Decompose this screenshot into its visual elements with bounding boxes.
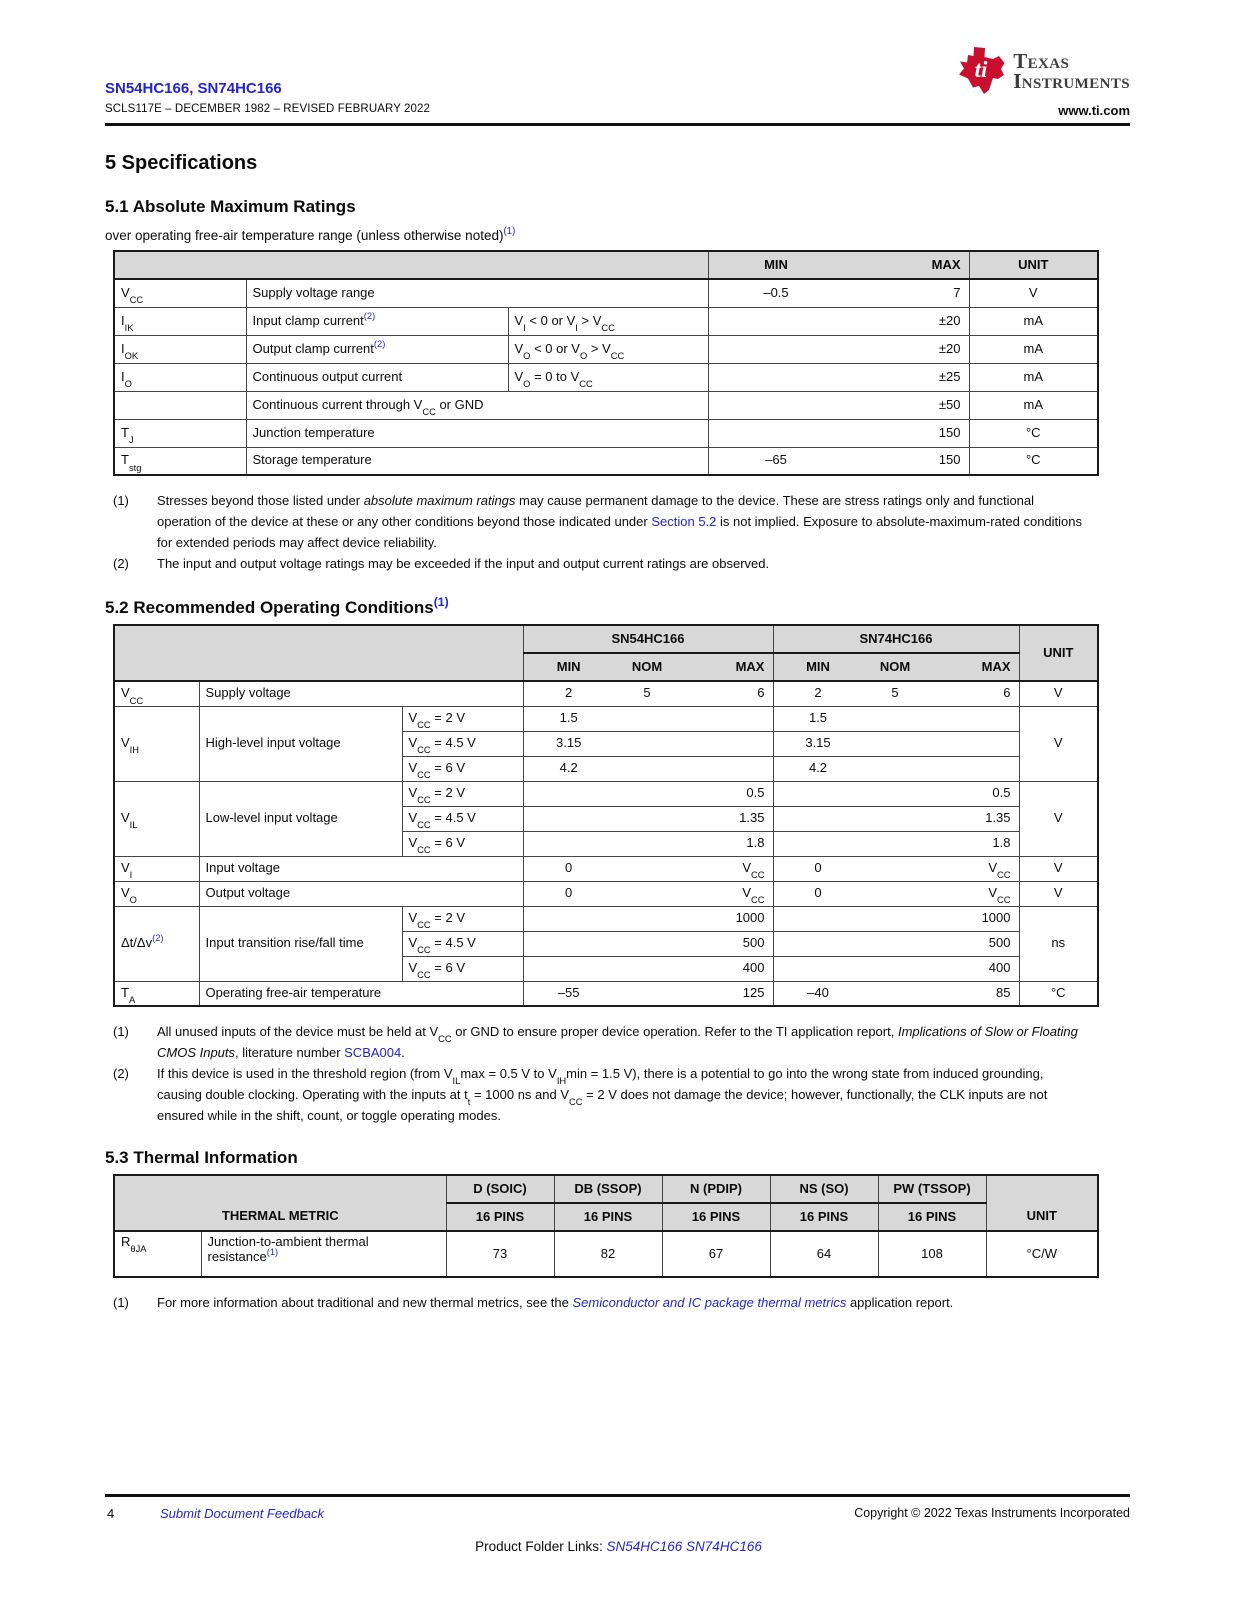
unit-column-header: UNIT (986, 1175, 1098, 1231)
minmax-cell (708, 419, 969, 447)
footnotes-5-2 (113, 1021, 1091, 1126)
package-header-d-soic: D (SOIC) (446, 1175, 554, 1203)
values-cell-sn54 (523, 731, 773, 756)
values-cell-sn74 (773, 956, 1019, 981)
values-cell-sn74 (773, 731, 1019, 756)
footnote-number: (2) (113, 1066, 129, 1081)
condition-cell: $V_{CC} = 4.5$ V (402, 731, 523, 756)
product-folder-links (0, 1539, 1237, 1554)
inline-link[interactable]: SCBA004 (344, 1045, 402, 1060)
unit-cell: °C (969, 447, 1098, 475)
page-number: 4 (107, 1506, 115, 1521)
values-cell-sn54 (523, 756, 773, 781)
parameter-cell: Operating free-air temperature (199, 981, 523, 1006)
table-header-row (114, 1175, 1098, 1203)
parameter-cell: Junction temperature (246, 419, 708, 447)
values-cell-sn74 (773, 856, 1019, 881)
parameter-cell: Input clamp current$^{(2)}$ (246, 307, 508, 335)
min-value: –40 (807, 984, 829, 1000)
unit-cell: mA (969, 307, 1098, 335)
values-cell-sn74 (773, 706, 1019, 731)
max-value: 1.35 (985, 810, 1011, 826)
values-cell-sn54 (523, 831, 773, 856)
condition-cell: $V_{CC} = 6$ V (402, 956, 523, 981)
table-row (114, 391, 1098, 419)
footnote-ref[interactable]: (2) (373, 338, 386, 349)
minmax-header-cell (708, 251, 969, 279)
max-value: ±20 (938, 312, 961, 328)
min-column-header: MIN (806, 658, 830, 674)
table-row (114, 419, 1098, 447)
nom-value: 5 (891, 685, 899, 701)
nom-value: 5 (643, 685, 651, 701)
footnote-number: (1) (113, 493, 129, 508)
footnote-text: If this device is used in the threshold region (from $V_{IL}\max = 0.5$ V to $V_{IH}\min = 1.5$ V), there is a potential to go into the wrong state from induced grounding, causing double clocking. Operating with the inputs at $t_t = 1000$ ns and $V_{CC} = 2$ V does not damage the device; however, functionally, the CLK inputs are not ensured while in the shift, count, or toggle operating modes. (157, 1066, 1048, 1123)
footnote (113, 1063, 1091, 1126)
thermal-information-table (113, 1174, 1099, 1278)
parameter-cell: Low-level input voltage (199, 781, 402, 856)
device-group-header-sn74: SN74HC166 (773, 625, 1019, 653)
table-row (114, 335, 1098, 363)
document-subtitle: SCLS117E – DECEMBER 1982 – REVISED FEBRUARY 2022 (105, 103, 431, 115)
symbol-cell: $T_{stg}$ (114, 447, 246, 475)
package-header-ns-so: NS (SO) (770, 1175, 878, 1203)
pins-header: 16 PINS (554, 1203, 662, 1231)
svg-text:ti: ti (974, 57, 988, 82)
texas-shape-icon (956, 46, 1006, 94)
minnommax-header (523, 653, 773, 681)
values-cell-sn54 (523, 906, 773, 931)
unit-cell: mA (969, 335, 1098, 363)
values-cell-sn74 (773, 681, 1019, 706)
section-5-1-intro: over operating free-air temperature range (unless otherwise noted)$^{(1)}$ (105, 226, 516, 243)
nom-column-header: NOM (631, 658, 663, 674)
symbol-cell: $V_I$ (114, 856, 199, 881)
table-row (114, 1231, 1098, 1277)
unit-cell: ns (1019, 906, 1098, 981)
unit-cell: °C (969, 419, 1098, 447)
max-value: $V_{CC}$ (742, 860, 765, 881)
symbol-cell: $T_A$ (114, 981, 199, 1006)
header-rule (105, 123, 1130, 126)
condition-cell: $V_{CC} = 4.5$ V (402, 806, 523, 831)
footnote-ref[interactable]: (1) (433, 594, 449, 609)
values-cell-sn54 (523, 781, 773, 806)
page-header (0, 0, 1237, 130)
values-cell-sn74 (773, 931, 1019, 956)
max-column-header: MAX (931, 256, 961, 272)
condition-cell: $V_{CC} = 6$ V (402, 831, 523, 856)
unit-column-header: UNIT (1019, 625, 1098, 681)
table-row (114, 706, 1098, 731)
max-value: 6 (757, 685, 765, 701)
min-value: 0 (565, 885, 573, 901)
unit-cell: °C/W (986, 1231, 1098, 1277)
parameter-cell: Continuous current through $V_{CC}$ or GND (246, 391, 708, 419)
unit-cell: mA (969, 363, 1098, 391)
table-row (114, 307, 1098, 335)
section-5-3-title: 5.3 Thermal Information (105, 1148, 298, 1167)
parameter-cell: Junction-to-ambient thermal resistance$^{(1)}$ (201, 1231, 446, 1277)
min-value: 4.2 (808, 760, 828, 776)
min-value: 4.2 (559, 760, 578, 776)
document-title: SN54HC166, SN74HC166 (105, 80, 282, 97)
empty-header-cell (114, 251, 708, 279)
nom-column-header: NOM (879, 658, 911, 674)
symbol-cell: $V_{IH}$ (114, 706, 199, 781)
max-value: 1.8 (992, 835, 1011, 851)
max-value: ±20 (938, 340, 961, 356)
min-value: 2 (814, 685, 822, 701)
parameter-cell: Input transition rise/fall time (199, 906, 402, 981)
footnote-text: All unused inputs of the device must be held at $V_{CC}$ or GND to ensure proper device operation. Refer to the TI application report, Implications of Slow or Floating CMOS Inputs, literature number SCBA004. (157, 1024, 1078, 1060)
unit-cell: V (1019, 856, 1098, 881)
package-header-pw-tssop: PW (TSSOP) (878, 1175, 986, 1203)
condition-cell: $V_{CC} = 2$ V (402, 781, 523, 806)
inline-link[interactable]: Semiconductor and IC package thermal metrics (572, 1295, 847, 1310)
condition-cell: $V_{CC} = 2$ V (402, 706, 523, 731)
recommended-operating-conditions-table (113, 624, 1099, 1007)
condition-cell: $V_{CC} = 2$ V (402, 906, 523, 931)
values-cell-sn54 (523, 981, 773, 1006)
max-value: ±50 (938, 396, 961, 412)
symbol-cell: $V_{CC}$ (114, 279, 246, 307)
table-header-row (114, 251, 1098, 279)
min-value: –0.5 (763, 284, 789, 300)
condition-cell: $V_{CC} = 6$ V (402, 756, 523, 781)
footnotes-5-3 (113, 1292, 1091, 1313)
max-value: $V_{CC}$ (742, 885, 765, 906)
max-value: $V_{CC}$ (988, 885, 1011, 906)
symbol-cell: $V_{CC}$ (114, 681, 199, 706)
inline-link[interactable]: Section 5.2 (651, 514, 717, 529)
pins-header: 16 PINS (770, 1203, 878, 1231)
product-link-sn74hc166[interactable]: SN74HC166 (686, 1539, 762, 1554)
max-value: 1000 (735, 910, 765, 926)
page-footer (0, 1494, 1237, 1554)
footnote (113, 553, 1091, 574)
unit-cell: V (1019, 881, 1098, 906)
table-row (114, 881, 1098, 906)
max-column-header: MAX (735, 658, 765, 674)
table-row (114, 681, 1098, 706)
max-value: 0.5 (992, 785, 1011, 801)
footnote (113, 1292, 1091, 1313)
table-row (114, 447, 1098, 475)
min-value: 0 (565, 860, 573, 876)
condition-cell: $V_O < 0$ or $V_O > V_{CC}$ (508, 335, 708, 363)
parameter-cell: Input voltage (199, 856, 523, 881)
max-value: 150 (938, 452, 961, 468)
values-cell-sn54 (523, 706, 773, 731)
max-value: 1.8 (746, 835, 765, 851)
parameter-cell: Output clamp current$^{(2)}$ (246, 335, 508, 363)
table-row (114, 856, 1098, 881)
min-value: 3.15 (805, 735, 831, 751)
min-value: 0 (814, 885, 822, 901)
value-cell: 73 (446, 1231, 554, 1277)
footnote-ref[interactable]: (1) (266, 1246, 279, 1257)
condition-cell: $V_{CC} = 4.5$ V (402, 931, 523, 956)
unit-cell: V (1019, 706, 1098, 781)
min-value: 2 (565, 685, 573, 701)
values-cell-sn74 (773, 781, 1019, 806)
values-cell-sn74 (773, 831, 1019, 856)
footer-rule (105, 1494, 1130, 1497)
table-row (114, 363, 1098, 391)
min-value: –65 (765, 452, 787, 468)
symbol-cell (114, 391, 246, 419)
footnote-number: (1) (113, 1024, 129, 1039)
min-value: 3.15 (556, 735, 582, 751)
parameter-cell: Output voltage (199, 881, 523, 906)
max-value: 500 (988, 935, 1011, 951)
unit-cell: mA (969, 391, 1098, 419)
max-value: 0.5 (746, 785, 765, 801)
empty-header-cell (114, 625, 523, 681)
ti-website-link[interactable]: www.ti.com (1058, 103, 1130, 118)
values-cell-sn74 (773, 981, 1019, 1006)
value-cell: 67 (662, 1231, 770, 1277)
max-column-header: MAX (981, 658, 1011, 674)
parameter-cell: Supply voltage range (246, 279, 708, 307)
parameter-cell: Continuous output current (246, 363, 508, 391)
values-cell-sn54 (523, 881, 773, 906)
values-cell-sn54 (523, 931, 773, 956)
absolute-maximum-ratings-table (113, 250, 1099, 476)
value-cell: 82 (554, 1231, 662, 1277)
table-header-row (114, 625, 1098, 653)
max-value: 85 (996, 984, 1011, 1000)
symbol-cell: $V_O$ (114, 881, 199, 906)
section-5-1-title: 5.1 Absolute Maximum Ratings (105, 197, 356, 216)
logo-line2: Instruments (1013, 68, 1130, 93)
max-value: $V_{CC}$ (988, 860, 1011, 881)
unit-cell: V (1019, 681, 1098, 706)
product-folder-label: Product Folder Links: (475, 1539, 603, 1554)
footnote-text: Stresses beyond those listed under absolute maximum ratings may cause permanent damage to the device. These are stress ratings only and functional operation of the device at these or any other conditions beyond those indicated under Section 5.2 is not implied. Exposure to absolute-maximum-rated conditions for extended periods may affect device reliability. (157, 493, 1083, 550)
thermal-metric-header: THERMAL METRIC (114, 1175, 446, 1231)
section-5-title: 5 Specifications (105, 152, 258, 174)
ti-wordmark (1013, 46, 1130, 91)
minmax-cell (708, 307, 969, 335)
unit-cell: °C (1019, 981, 1098, 1006)
footnote (113, 1021, 1091, 1063)
condition-cell: $V_O = 0$ to $V_{CC}$ (508, 363, 708, 391)
max-value: 1000 (981, 910, 1011, 926)
values-cell-sn74 (773, 906, 1019, 931)
minmax-cell (708, 363, 969, 391)
minnommax-header (773, 653, 1019, 681)
value-cell: 64 (770, 1231, 878, 1277)
max-value: 7 (953, 284, 961, 300)
values-cell-sn54 (523, 681, 773, 706)
parameter-cell: Supply voltage (199, 681, 523, 706)
symbol-cell: $I_{IK}$ (114, 307, 246, 335)
symbol-cell: $T_J$ (114, 419, 246, 447)
max-value: 400 (742, 960, 765, 976)
max-value: 125 (742, 984, 765, 1000)
max-value: 1.35 (739, 810, 765, 826)
min-value: 1.5 (559, 710, 578, 726)
values-cell-sn74 (773, 756, 1019, 781)
copyright-text: Copyright © 2022 Texas Instruments Incorporated (854, 1506, 1130, 1520)
max-value: 6 (1003, 685, 1011, 701)
symbol-cell: $I_{OK}$ (114, 335, 246, 363)
minmax-cell (708, 447, 969, 475)
table-row (114, 279, 1098, 307)
max-value: ±25 (938, 368, 961, 384)
unit-column-header: UNIT (969, 251, 1098, 279)
product-link-sn54hc166[interactable]: SN54HC166 (606, 1539, 683, 1554)
minmax-cell (708, 335, 969, 363)
condition-cell: $V_I < 0$ or $V_I > V_{CC}$ (508, 307, 708, 335)
values-cell-sn54 (523, 806, 773, 831)
parameter-cell: High-level input voltage (199, 706, 402, 781)
table-row (114, 906, 1098, 931)
package-header-n-pdip: N (PDIP) (662, 1175, 770, 1203)
logo-line1: Texas (1013, 49, 1070, 73)
min-value: 1.5 (808, 710, 828, 726)
values-cell-sn74 (773, 881, 1019, 906)
max-value: 400 (988, 960, 1011, 976)
symbol-cell: $I_O$ (114, 363, 246, 391)
unit-cell: V (1019, 781, 1098, 856)
footnote-text: The input and output voltage ratings may be exceeded if the input and output current ratings are observed. (157, 556, 770, 571)
table-row (114, 981, 1098, 1006)
table-row (114, 781, 1098, 806)
min-value: 0 (814, 860, 822, 876)
device-group-header-sn54: SN54HC166 (523, 625, 773, 653)
min-column-header: MIN (764, 256, 788, 272)
footnote-ref[interactable]: (2) (363, 310, 376, 321)
minmax-cell (708, 391, 969, 419)
ti-logo[interactable] (956, 46, 1130, 94)
footnote-number: (2) (113, 556, 129, 571)
pins-header: 16 PINS (878, 1203, 986, 1231)
values-cell-sn54 (523, 956, 773, 981)
pins-header: 16 PINS (446, 1203, 554, 1231)
values-cell-sn54 (523, 856, 773, 881)
footnote-ref[interactable]: (1) (503, 226, 516, 238)
symbol-cell: Δt/Δv$^{(2)}$ (114, 906, 199, 981)
section-5-2-title: 5.2 Recommended Operating Conditions$^{(1)}$ (105, 594, 449, 617)
min-column-header: MIN (556, 658, 581, 674)
submit-feedback-link[interactable]: Submit Document Feedback (160, 1506, 325, 1521)
package-header-db-ssop: DB (SSOP) (554, 1175, 662, 1203)
values-cell-sn74 (773, 806, 1019, 831)
minmax-cell (708, 279, 969, 307)
symbol-cell: $R_{\theta JA}$ (114, 1231, 201, 1277)
max-value: 150 (938, 424, 961, 440)
footnotes-5-1 (113, 490, 1091, 574)
footnote (113, 490, 1091, 553)
max-value: 500 (742, 935, 765, 951)
footnote-number: (1) (113, 1295, 129, 1310)
symbol-cell: $V_{IL}$ (114, 781, 199, 856)
unit-cell: V (969, 279, 1098, 307)
pins-header: 16 PINS (662, 1203, 770, 1231)
parameter-cell: Storage temperature (246, 447, 708, 475)
page-content (105, 130, 1130, 1313)
footnote-ref[interactable]: (2) (152, 933, 164, 944)
footnote-text: For more information about traditional and new thermal metrics, see the Semiconductor and IC package thermal metrics application report. (157, 1295, 954, 1310)
min-value: –55 (557, 984, 580, 1000)
value-cell: 108 (878, 1231, 986, 1277)
